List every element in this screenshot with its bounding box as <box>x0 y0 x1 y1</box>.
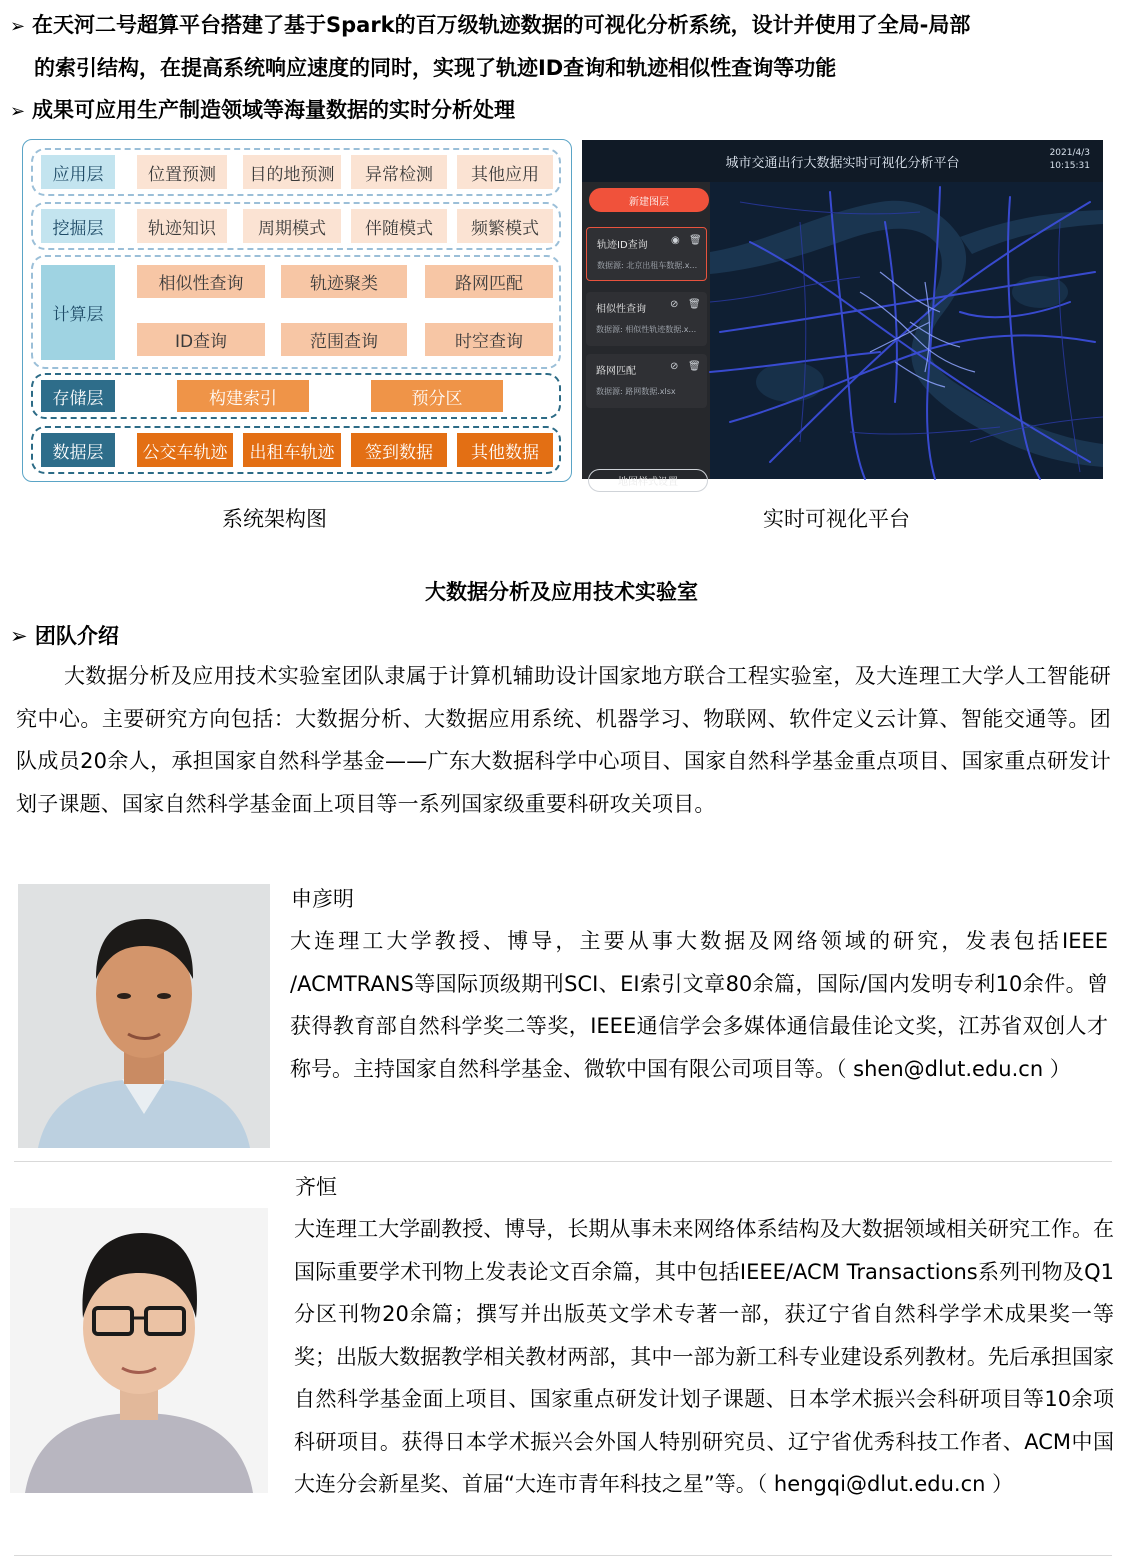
layer-item: 异常检测 <box>351 155 447 189</box>
layer-data <box>31 426 561 474</box>
map-style-button[interactable]: 地图样式设置 <box>588 469 708 492</box>
layer-label: 计算层 <box>41 265 115 360</box>
layer-item: 轨迹聚类 <box>281 265 407 298</box>
layer-item: 路网匹配 <box>425 265 553 298</box>
trash-icon[interactable]: 🗑 <box>688 361 701 372</box>
layer-item: 时空查询 <box>425 323 553 356</box>
layer-application <box>31 148 561 196</box>
dashboard-header <box>582 140 1103 182</box>
divider <box>14 1555 1112 1556</box>
team-heading-text: 团队介绍 <box>34 624 119 648</box>
layer-item: 其他数据 <box>457 433 553 467</box>
eye-off-icon[interactable]: ⊘ <box>670 361 679 372</box>
layer-label: 挖掘层 <box>41 209 115 243</box>
layer-card[interactable] <box>586 354 707 408</box>
layer-label: 应用层 <box>41 155 115 189</box>
layer-computing <box>31 255 561 369</box>
dashboard-sidebar <box>582 182 710 488</box>
layer-item: 签到数据 <box>351 433 447 467</box>
layer-item: 伴随模式 <box>351 209 447 243</box>
intro-bullet-1-text: 在天河二号超算平台搭建了基于Spark的百万级轨迹数据的可视化分析系统，设计并使用了全局-局部 <box>32 13 971 37</box>
trash-icon[interactable]: 🗑 <box>689 235 702 246</box>
layer-item: 相似性查询 <box>137 265 265 298</box>
intro-bullet-2-text: 成果可应用生产制造领域等海量数据的实时分析处理 <box>32 98 515 122</box>
layer-item: 其他应用 <box>457 155 553 189</box>
dashboard-time: 10:15:31 <box>1049 161 1090 171</box>
divider <box>14 1161 1112 1162</box>
layer-storage <box>31 373 561 419</box>
person-name: 申彦明 <box>291 887 354 911</box>
layer-card-name: 轨迹ID查询 <box>597 240 648 251</box>
layer-item: 范围查询 <box>281 323 407 356</box>
trash-icon[interactable]: 🗑 <box>688 299 701 310</box>
team-heading <box>10 620 119 650</box>
layer-item: 公交车轨迹 <box>137 433 233 467</box>
visualization-dashboard <box>582 140 1103 488</box>
new-layer-button[interactable]: 新建图层 <box>589 188 709 212</box>
layer-card-name: 相似性查询 <box>596 304 646 315</box>
architecture-diagram <box>22 139 572 482</box>
layer-item: 出租车轨迹 <box>243 433 341 467</box>
layer-card[interactable] <box>586 227 707 281</box>
layer-item: 周期模式 <box>243 209 341 243</box>
layer-card-source: 数据源: 路网数据.xlsx <box>596 387 676 396</box>
dashboard-date: 2021/4/3 <box>1049 148 1090 158</box>
layer-item: ID查询 <box>137 323 265 356</box>
intro-bullet-1 <box>10 10 970 42</box>
person-bio: 大连理工大学教授、博导，主要从事大数据及网络领域的研究，发表包括IEEE /ACMTRANS等国际顶级期刊SCI、EI索引文章80余篇，国际/国内发明专利10余件。曾获得教育部自然科学奖二等奖，IEEE通信学会多媒体通信最佳论文奖，江苏省双创人才称号。主持国家自然科学基金、微软中国有限公司项目等。（ shen@dlut.edu.cn ） <box>290 929 1108 1081</box>
layer-card-source: 数据源: 相似性轨迹数据.x... <box>596 325 697 334</box>
eye-off-icon[interactable]: ⊘ <box>670 299 679 310</box>
layer-label: 存储层 <box>41 380 115 412</box>
layer-item: 构建索引 <box>177 380 309 412</box>
person-name: 齐恒 <box>295 1175 337 1199</box>
lab-title: 大数据分析及应用技术实验室 <box>425 580 698 604</box>
team-description: 大数据分析及应用技术实验室团队隶属于计算机辅助设计国家地方联合工程实验室，及大连理工大学人工智能研究中心。主要研究方向包括：大数据分析、大数据应用系统、机器学习、物联网、软件定义云计算、智能交通等。团队成员20余人，承担国家自然科学基金——广东大数据科学中心项目、国家自然科学基金重点项目、国家重点研发计划子课题、国家自然科学基金面上项目等一系列国家级重要科研攻关项目。 <box>16 664 1111 816</box>
architecture-caption: 系统架构图 <box>222 507 327 531</box>
trajectory-map[interactable] <box>710 182 1103 479</box>
layer-card-name: 路网匹配 <box>596 366 636 377</box>
dashboard-caption: 实时可视化平台 <box>763 507 910 531</box>
intro-bullet-1-cont: 的索引结构，在提高系统响应速度的同时，实现了轨迹ID查询和轨迹相似性查询等功能 <box>34 56 837 80</box>
layer-label: 数据层 <box>41 433 115 467</box>
layer-item: 目的地预测 <box>243 155 341 189</box>
eye-icon[interactable]: ◉ <box>671 235 680 246</box>
person-photo <box>18 884 270 1148</box>
layer-card[interactable] <box>586 292 707 346</box>
arrow-bullet-icon: ➢ <box>10 16 26 37</box>
intro-bullet-2 <box>10 95 515 127</box>
layer-card-source: 数据源: 北京出租车数据.x... <box>597 261 698 270</box>
layer-item: 轨迹知识 <box>137 209 227 243</box>
layer-item: 位置预测 <box>137 155 227 189</box>
layer-item: 预分区 <box>371 380 503 412</box>
person-bio: 大连理工大学副教授、博导，长期从事未来网络体系结构及大数据领域相关研究工作。在国际重要学术刊物上发表论文百余篇，其中包括IEEE/ACM Transactions系列刊物及Q1分区刊物20余篇；撰写并出版英文学术专著一部，获辽宁省自然科学学术成果奖一等奖；出版大数据教学相关教材两部，其中一部为新工科专业建设系列教材。先后承担国家自然科学基金面上项目、国家重点研发计划子课题、日本学术振兴会科研项目等10余项科研项目。获得日本学术振兴会外国人特别研究员、辽宁省优秀科技工作者、ACM中国大连分会新星奖、首届“大连市青年科技之星”等。（ hengqi@dlut.edu.cn ） <box>294 1217 1114 1496</box>
layer-mining <box>31 202 561 250</box>
dashboard-title: 城市交通出行大数据实时可视化分析平台 <box>725 156 960 171</box>
layer-item: 频繁模式 <box>457 209 553 243</box>
dashboard-datetime <box>1050 147 1090 173</box>
arrow-bullet-icon: ➢ <box>10 101 26 122</box>
arrow-bullet-icon: ➢ <box>10 624 35 648</box>
person-photo <box>10 1208 268 1493</box>
